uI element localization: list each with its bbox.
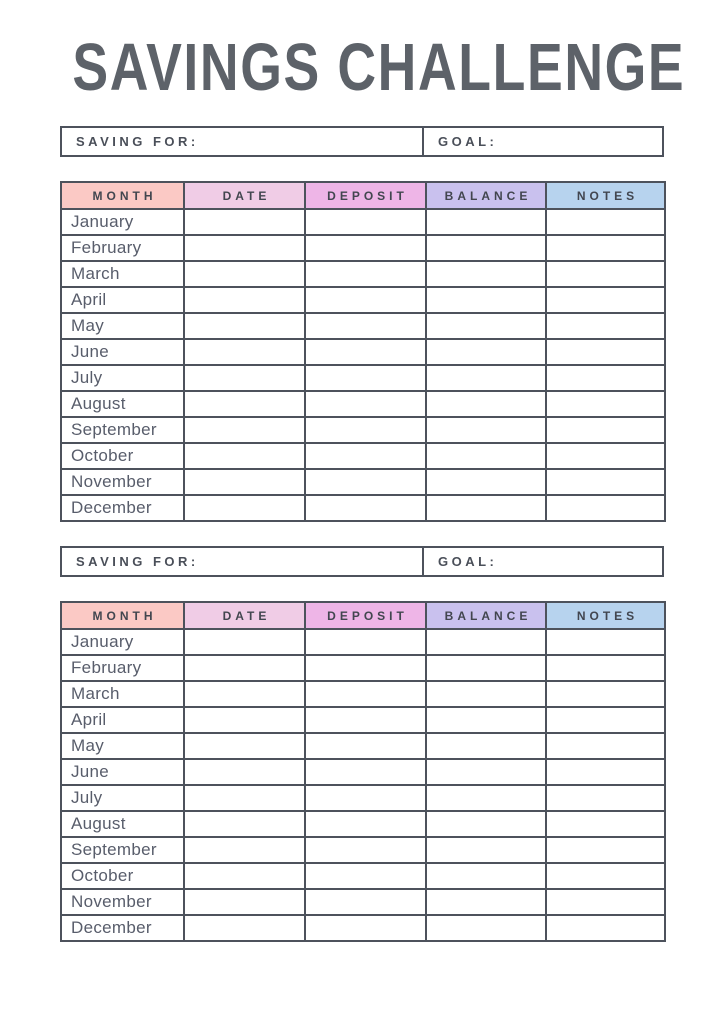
balance-entry-cell [426,339,546,365]
date-entry-cell [184,443,305,469]
balance-entry-cell [426,313,546,339]
balance-entry-cell [426,837,546,863]
column-header-notes: NOTES [546,602,665,629]
date-entry-cell [184,365,305,391]
column-header-deposit: DEPOSIT [305,602,426,629]
notes-entry-cell [546,209,665,235]
balance-entry-cell [426,235,546,261]
balance-entry-cell [426,785,546,811]
date-entry-cell [184,681,305,707]
balance-entry-cell [426,707,546,733]
date-entry-cell [184,733,305,759]
deposit-entry-cell [305,469,426,495]
balance-entry-cell [426,443,546,469]
month-cell-august: August [61,811,184,837]
date-entry-cell [184,655,305,681]
date-entry-cell [184,261,305,287]
month-cell-august: August [61,391,184,417]
balance-entry-cell [426,261,546,287]
table-body [61,209,665,521]
table-row-august [61,811,665,837]
goal-field [424,548,662,575]
notes-entry-cell [546,889,665,915]
saving-for-field [62,548,424,575]
column-header-date: DATE [184,602,305,629]
month-cell-february: February [61,655,184,681]
column-header-balance: BALANCE [426,602,546,629]
saving-for-bar [60,546,664,577]
balance-entry-cell [426,365,546,391]
date-entry-cell [184,417,305,443]
deposit-entry-cell [305,235,426,261]
notes-entry-cell [546,629,665,655]
notes-entry-cell [546,443,665,469]
notes-entry-cell [546,759,665,785]
savings-section-1 [60,126,664,522]
balance-entry-cell [426,629,546,655]
deposit-entry-cell [305,417,426,443]
column-header-date: DATE [184,182,305,209]
month-cell-december: December [61,495,184,521]
month-cell-april: April [61,287,184,313]
month-cell-january: January [61,209,184,235]
deposit-entry-cell [305,443,426,469]
month-cell-september: September [61,417,184,443]
balance-entry-cell [426,391,546,417]
table-row-april [61,707,665,733]
table-row-may [61,733,665,759]
date-entry-cell [184,811,305,837]
deposit-entry-cell [305,655,426,681]
table-row-november [61,889,665,915]
month-cell-november: November [61,469,184,495]
saving-for-label: SAVING FOR: [76,134,199,149]
table-row-september [61,837,665,863]
balance-entry-cell [426,681,546,707]
goal-label: GOAL: [438,134,498,149]
notes-entry-cell [546,287,665,313]
savings-section-2 [60,546,664,942]
balance-entry-cell [426,759,546,785]
table-row-april [61,287,665,313]
header-row [61,602,665,629]
notes-entry-cell [546,811,665,837]
table-header [61,182,665,209]
notes-entry-cell [546,235,665,261]
deposit-entry-cell [305,759,426,785]
notes-entry-cell [546,707,665,733]
date-entry-cell [184,235,305,261]
month-cell-october: October [61,443,184,469]
month-cell-july: July [61,365,184,391]
month-cell-june: June [61,759,184,785]
deposit-entry-cell [305,339,426,365]
month-cell-march: March [61,681,184,707]
table-row-march [61,261,665,287]
header-row [61,182,665,209]
deposit-entry-cell [305,629,426,655]
table-row-january [61,209,665,235]
date-entry-cell [184,863,305,889]
table-row-february [61,235,665,261]
notes-entry-cell [546,681,665,707]
date-entry-cell [184,759,305,785]
month-cell-march: March [61,261,184,287]
deposit-entry-cell [305,811,426,837]
table-row-june [61,759,665,785]
column-header-month: MONTH [61,182,184,209]
notes-entry-cell [546,915,665,941]
month-cell-october: October [61,863,184,889]
deposit-entry-cell [305,681,426,707]
month-cell-june: June [61,339,184,365]
notes-entry-cell [546,863,665,889]
goal-field [424,128,662,155]
month-cell-january: January [61,629,184,655]
column-header-month: MONTH [61,602,184,629]
deposit-entry-cell [305,287,426,313]
table-row-december [61,495,665,521]
table-row-august [61,391,665,417]
date-entry-cell [184,785,305,811]
table-row-september [61,417,665,443]
notes-entry-cell [546,391,665,417]
notes-entry-cell [546,469,665,495]
notes-entry-cell [546,417,665,443]
date-entry-cell [184,287,305,313]
saving-for-field [62,128,424,155]
goal-label: GOAL: [438,554,498,569]
month-cell-december: December [61,915,184,941]
balance-entry-cell [426,889,546,915]
column-header-balance: BALANCE [426,182,546,209]
month-cell-september: September [61,837,184,863]
month-cell-may: May [61,313,184,339]
month-cell-july: July [61,785,184,811]
date-entry-cell [184,837,305,863]
notes-entry-cell [546,313,665,339]
saving-for-label: SAVING FOR: [76,554,199,569]
savings-table [60,601,666,942]
balance-entry-cell [426,417,546,443]
deposit-entry-cell [305,915,426,941]
balance-entry-cell [426,811,546,837]
month-cell-april: April [61,707,184,733]
date-entry-cell [184,313,305,339]
deposit-entry-cell [305,837,426,863]
notes-entry-cell [546,365,665,391]
table-row-november [61,469,665,495]
date-entry-cell [184,209,305,235]
notes-entry-cell [546,261,665,287]
table-header [61,602,665,629]
notes-entry-cell [546,655,665,681]
deposit-entry-cell [305,261,426,287]
table-body [61,629,665,941]
notes-entry-cell [546,339,665,365]
date-entry-cell [184,339,305,365]
balance-entry-cell [426,469,546,495]
table-row-july [61,365,665,391]
deposit-entry-cell [305,495,426,521]
table-row-february [61,655,665,681]
notes-entry-cell [546,495,665,521]
date-entry-cell [184,495,305,521]
column-header-notes: NOTES [546,182,665,209]
balance-entry-cell [426,495,546,521]
balance-entry-cell [426,287,546,313]
deposit-entry-cell [305,889,426,915]
deposit-entry-cell [305,707,426,733]
balance-entry-cell [426,209,546,235]
balance-entry-cell [426,733,546,759]
month-cell-february: February [61,235,184,261]
table-row-october [61,863,665,889]
page-title: SAVINGS CHALLENGE [72,30,686,105]
deposit-entry-cell [305,391,426,417]
table-row-may [61,313,665,339]
saving-for-bar [60,126,664,157]
balance-entry-cell [426,863,546,889]
deposit-entry-cell [305,209,426,235]
month-cell-november: November [61,889,184,915]
balance-entry-cell [426,915,546,941]
column-header-deposit: DEPOSIT [305,182,426,209]
table-row-december [61,915,665,941]
table-row-march [61,681,665,707]
month-cell-may: May [61,733,184,759]
table-row-october [61,443,665,469]
balance-entry-cell [426,655,546,681]
date-entry-cell [184,629,305,655]
date-entry-cell [184,889,305,915]
table-row-july [61,785,665,811]
savings-table [60,181,666,522]
date-entry-cell [184,915,305,941]
deposit-entry-cell [305,365,426,391]
deposit-entry-cell [305,785,426,811]
deposit-entry-cell [305,313,426,339]
notes-entry-cell [546,785,665,811]
deposit-entry-cell [305,863,426,889]
notes-entry-cell [546,733,665,759]
deposit-entry-cell [305,733,426,759]
table-row-june [61,339,665,365]
table-row-january [61,629,665,655]
date-entry-cell [184,391,305,417]
date-entry-cell [184,707,305,733]
notes-entry-cell [546,837,665,863]
date-entry-cell [184,469,305,495]
